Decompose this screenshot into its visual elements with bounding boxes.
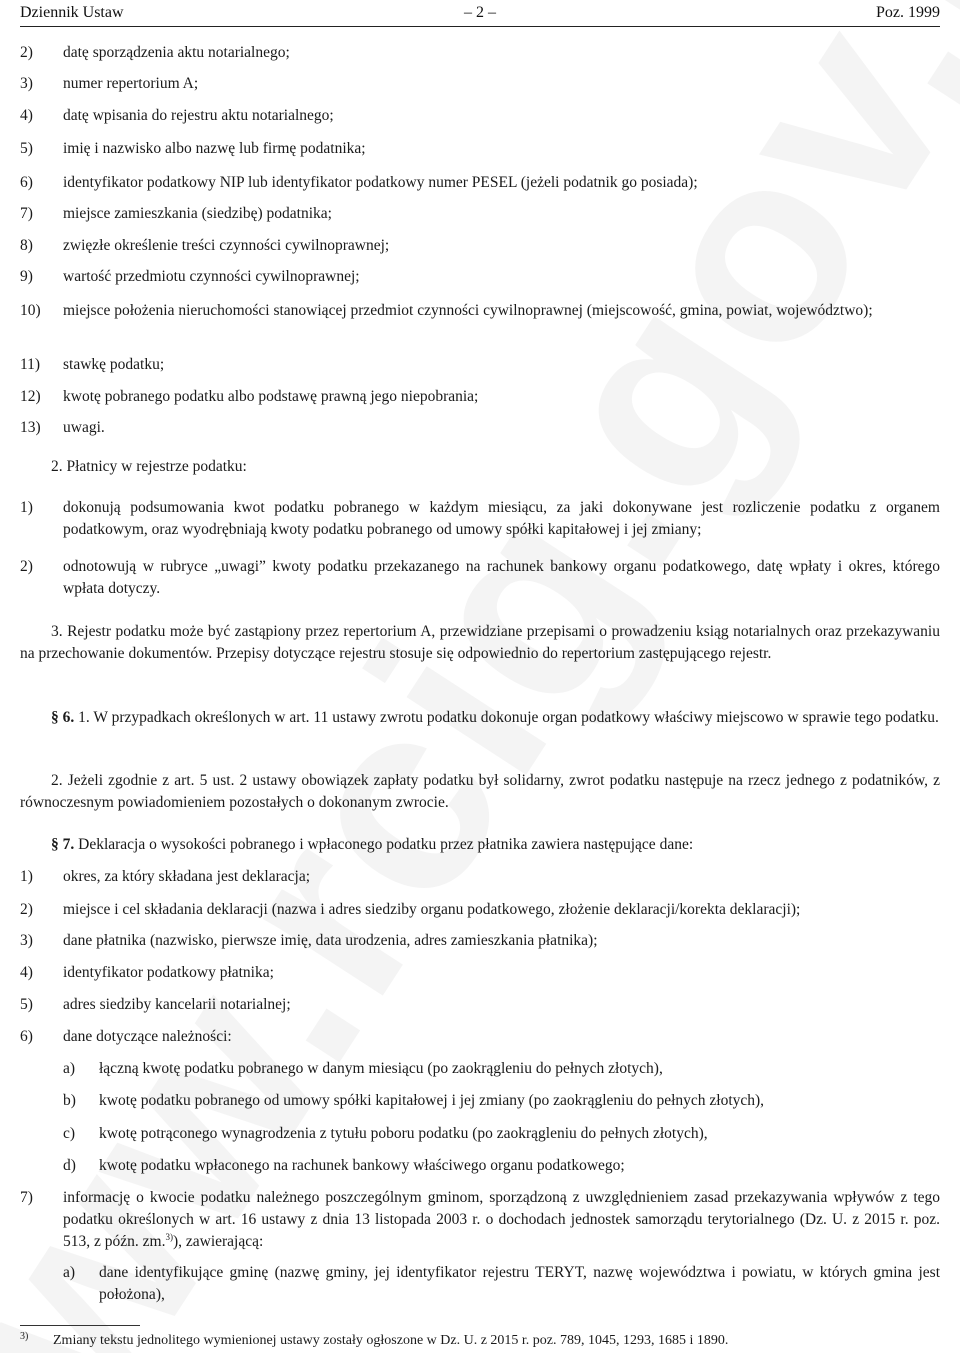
item-text: wartość przedmiotu czynności cywilnoprawnej; [63, 268, 360, 285]
item-number: 2) [20, 901, 33, 918]
list-item [20, 300, 940, 322]
item-text-part: ), zawierającą: [172, 1233, 264, 1250]
item-text: miejsce i cel składania deklaracji (nazwa i adres siedziby organu podatkowego, złożenie deklaracji/korekta deklaracji); [63, 901, 801, 918]
list-item [20, 962, 940, 984]
item-text: datę wpisania do rejestru aktu notarialnego; [63, 107, 334, 124]
list-item [20, 1026, 940, 1048]
list-item [20, 235, 940, 257]
item-text: kwotę podatku pobranego od umowy spółki kapitałowej i jej zmiany (po zaokrągleniu do pełnych złotych), [99, 1092, 765, 1109]
item-text: datę sporządzenia aktu notarialnego; [63, 44, 290, 61]
item-text: dokonują podsumowania kwot podatku pobranego w każdym miesiącu, za jaki dokonywane jest rozliczenie podatku z organem podatkowym, oraz wyodrębniają kwoty podatku pobranego od umowy spółki kapitałowej i jej zmiany; [63, 499, 940, 538]
item-number: 5) [20, 996, 33, 1013]
item-number: 3) [20, 75, 33, 92]
item-number: 4) [20, 964, 33, 981]
list-item [20, 266, 940, 288]
footnote-text: Zmiany tekstu jednolitego wymienionej ustawy zostały ogłoszone w Dz. U. z 2015 r. poz. 789, 1045, 1293, 1685 i 1890. [53, 1333, 729, 1348]
footnote-divider [20, 1325, 140, 1326]
item-number: 4) [20, 107, 33, 124]
section-7 [20, 834, 940, 856]
item-letter: b) [63, 1092, 76, 1109]
sub-list-item [20, 1123, 940, 1145]
list-item [20, 866, 940, 888]
item-text: okres, za który składana jest deklaracja; [63, 868, 311, 885]
item-number: 12) [20, 388, 41, 405]
list-item [20, 138, 940, 160]
item-number: 6) [20, 174, 33, 191]
paragraph-heading: 2. Płatnicy w rejestrze podatku: [51, 458, 247, 475]
item-text-part: informację o kwocie podatku należnego poszczególnym gminom, sporządzoną z uwzględnieniem zasad przekazywania wpływów z tego podatku określonych w art. 16 ustawy z dnia 13 listopada 2003 r. o dochodach jednostek samorządu terytorialnego (Dz. U. z 2015 r. poz. 513, z późn. zm. [63, 1189, 940, 1250]
item-text: łączną kwotę podatku pobranego w danym miesiącu (po zaokrągleniu do pełnych złotych), [99, 1060, 663, 1077]
item-letter: a) [63, 1060, 76, 1077]
section-6 [20, 707, 940, 729]
journal-title: Dziennik Ustaw [20, 4, 124, 21]
list-item [20, 105, 940, 127]
item-number: 7) [20, 205, 33, 222]
page-number: – 2 – [464, 4, 496, 21]
item-text: odnotowują w rubryce „uwagi” kwoty podatku przekazanego na rachunek bankowy organu podatkowego, datę wpłaty i okres, którego wpłata dotyczy. [63, 558, 940, 597]
paragraph: 3. Rejestr podatku może być zastąpiony przez repertorium A, przewidziane przepisami o prowadzeniu ksiąg notarialnych oraz przekazywaniu na przechowanie dokumentów. Przepisy dotyczące rejestru stosuje się odpowiednio do repertorium zastępującego rejestr. [20, 623, 940, 662]
list-item [20, 1187, 940, 1253]
list-item [20, 172, 940, 194]
item-text: imię i nazwisko albo nazwę lub firmę podatnika; [63, 140, 366, 157]
item-text [63, 1187, 940, 1253]
list-item [20, 73, 940, 95]
item-text: miejsce zamieszkania (siedzibę) podatnika; [63, 205, 332, 222]
section-sign: § 7. [51, 836, 75, 853]
list-item [20, 203, 940, 225]
item-number: 10) [20, 302, 41, 319]
item-text: uwagi. [63, 419, 105, 436]
list-item [20, 417, 940, 439]
list-item [20, 899, 940, 921]
list-item [20, 930, 940, 952]
item-letter: a) [63, 1264, 76, 1281]
footnote-mark: 3) [20, 1331, 29, 1342]
item-text: numer repertorium A; [63, 75, 199, 92]
item-text: adres siedziby kancelarii notarialnej; [63, 996, 291, 1013]
item-letter: c) [63, 1125, 76, 1142]
position-number: Poz. 1999 [876, 4, 940, 21]
sub-list-item [20, 1090, 940, 1112]
section-text: 1. W przypadkach określonych w art. 11 ustawy zwrotu podatku dokonuje organ podatkowy właściwy miejscowo w sprawie tego podatku. [74, 709, 939, 726]
list-item [20, 497, 940, 541]
footnote-reference[interactable]: 3) [165, 1231, 173, 1242]
list-item [20, 42, 940, 64]
item-number: 11) [20, 356, 41, 373]
item-text: dane płatnika (nazwisko, pierwsze imię, data urodzenia, adres zamieszkania płatnika); [63, 932, 598, 949]
list-item [20, 556, 940, 600]
list-item [20, 386, 940, 408]
item-text: zwięzłe określenie treści czynności cywilnoprawnej; [63, 237, 390, 254]
item-text: identyfikator podatkowy NIP lub identyfikator podatkowy numer PESEL (jeżeli podatnik go posiada); [63, 174, 698, 191]
item-number: 9) [20, 268, 33, 285]
item-number: 2) [20, 558, 33, 575]
item-text: dane identyfikujące gminę (nazwę gminy, jej identyfikator rejestru TERYT, nazwę województwa i powiatu, w których gmina jest położona), [99, 1264, 940, 1303]
item-text: kwotę pobranego podatku albo podstawę prawną jego niepobrania; [63, 388, 479, 405]
item-number: 2) [20, 44, 33, 61]
item-number: 6) [20, 1028, 33, 1045]
footnote [20, 1332, 940, 1350]
item-letter: d) [63, 1157, 76, 1174]
section-sign: § 6. [51, 709, 75, 726]
item-number: 8) [20, 237, 33, 254]
item-number: 3) [20, 932, 33, 949]
item-number: 5) [20, 140, 33, 157]
list-item [20, 994, 940, 1016]
item-number: 13) [20, 419, 41, 436]
paragraph: 2. Jeżeli zgodnie z art. 5 ust. 2 ustawy obowiązek zapłaty podatku był solidarny, zwrot podatku następuje na rzecz jednego z podatników, z równoczesnym powiadomieniem pozostałych o dokonanym zwrocie. [20, 772, 940, 811]
sub-list-item [20, 1155, 940, 1177]
item-number: 7) [20, 1189, 33, 1206]
item-text: miejsce położenia nieruchomości stanowiącej przedmiot czynności cywilnoprawnej (miejscowość, gmina, powiat, województwo); [63, 302, 873, 319]
item-number: 1) [20, 499, 33, 516]
item-text: kwotę potrąconego wynagrodzenia z tytułu poboru podatku (po zaokrągleniu do pełnych złotych), [99, 1125, 708, 1142]
item-text: dane dotyczące należności: [63, 1028, 232, 1045]
item-text: kwotę podatku wpłaconego na rachunek bankowy właściwego organu podatkowego; [99, 1157, 625, 1174]
item-text: stawkę podatku; [63, 356, 165, 373]
sub-list-item [20, 1262, 940, 1306]
item-number: 1) [20, 868, 33, 885]
sub-list-item [20, 1058, 940, 1080]
running-head [20, 0, 940, 27]
item-text: identyfikator podatkowy płatnika; [63, 964, 274, 981]
section-text: Deklaracja o wysokości pobranego i wpłaconego podatku przez płatnika zawiera następujące dane: [74, 836, 694, 853]
list-item [20, 354, 940, 376]
